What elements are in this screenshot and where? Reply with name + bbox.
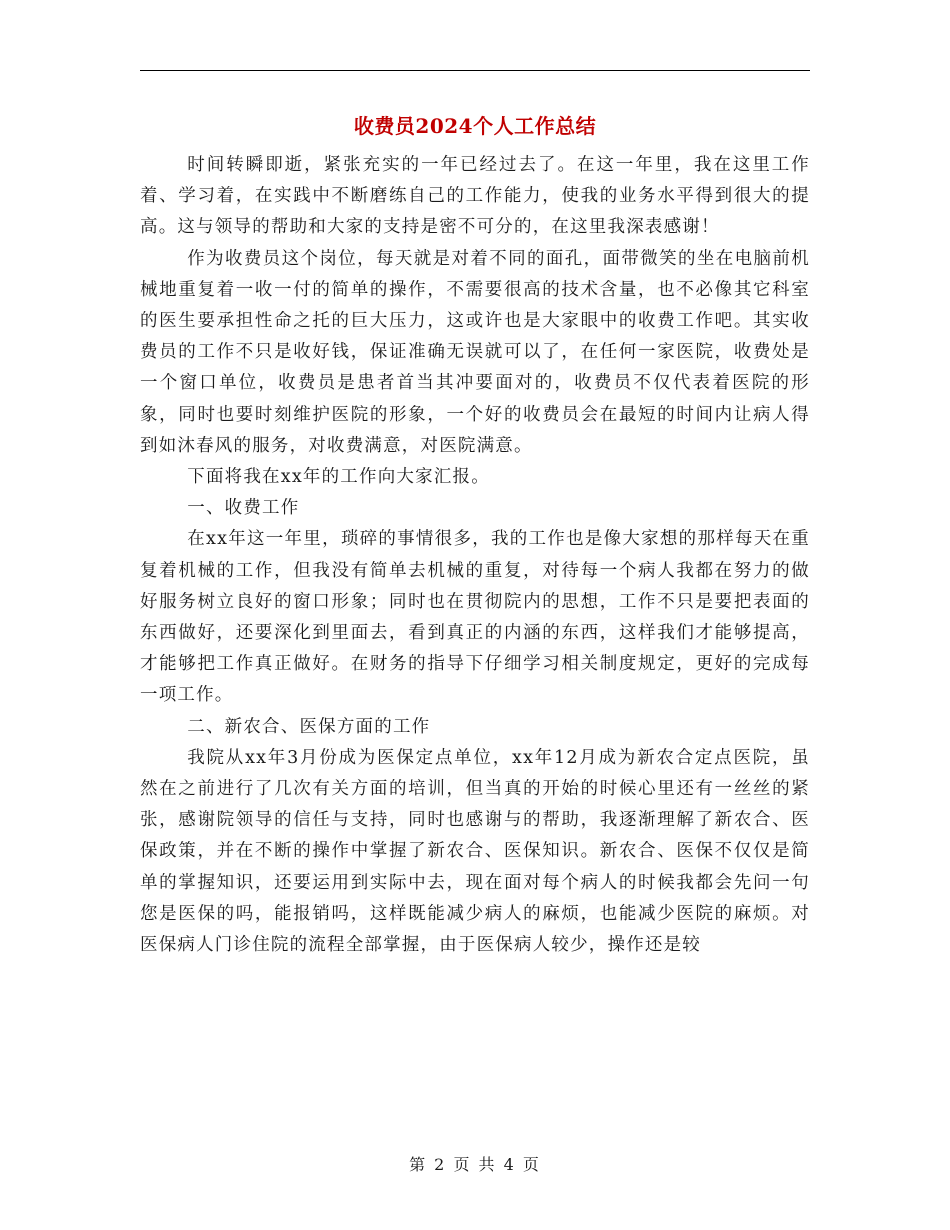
- paragraph-insurance-work: 我院从xx年3月份成为医保定点单位，xx年12月成为新农合定点医院，虽然在之前进行了几次有关方面的培训，但当真的开始的时候心里还有一丝丝的紧张，感谢院领导的信任与支持，同时也感谢与的帮助，我逐渐理解了新农合、医保政策，并在不断的操作中掌握了新农合、医保知识。新农合、医保不仅仅是简单的掌握知识，还要运用到实际中去，现在面对每个病人的时候我都会先问一句您是医保的吗，能报销吗，这样既能减少病人的麻烦，也能减少医院的麻烦。对医保病人门诊住院的流程全部掌握，由于医保病人较少，操作还是较: [140, 747, 810, 956]
- paragraph-intro: 时间转瞬即逝，紧张充实的一年已经过去了。在这一年里，我在这里工作着、学习着，在实践中不断磨练自己的工作能力，使我的业务水平得到很大的提高。这与领导的帮助和大家的支持是密不可分的，在这里我深表感谢！: [140, 155, 810, 238]
- page-number-footer: 第 2 页 共 4 页: [409, 1155, 541, 1174]
- section-heading-fee-work: 一、收费工作: [187, 498, 300, 519]
- paragraph-role: 作为收费员这个岗位，每天就是对着不同的面孔，面带微笑的坐在电脑前机械地重复着一收一付的简单的操作，不需要很高的技术含量，也不必像其它科室的医生要承担性命之托的巨大压力，这或许也是大家眼中的收费工作吧。其实收费员的工作不只是收好钱，保证准确无误就可以了，在任何一家医院，收费处是一个窗口单位，收费员是患者首当其冲要面对的，收费员不仅代表着医院的形象，同时也要时刻维护医院的形象，一个好的收费员会在最短的时间内让病人得到如沐春风的服务，对收费满意，对医院满意。: [140, 248, 810, 456]
- section-heading-insurance-work: 二、新农合、医保方面的工作: [187, 716, 431, 737]
- paragraph-report-intro: 下面将我在xx年的工作向大家汇报。: [187, 467, 490, 488]
- header-rule: [140, 70, 810, 71]
- paragraph-fee-work: 在xx年这一年里，琐碎的事情很多，我的工作也是像大家想的那样每天在重复着机械的工作，但我没有简单去机械的重复，对待每一个病人我都在努力的做好服务树立良好的窗口形象；同时也在贯彻院内的思想，工作不只是要把表面的东西做好，还要深化到里面去，看到真正的内涵的东西，这样我们才能够提高，才能够把工作真正做好。在财务的指导下仔细学习相关制度规定，更好的完成每一项工作。: [140, 529, 810, 706]
- document-body: [140, 150, 810, 961]
- document-title: 收费员2024个人工作总结: [353, 114, 597, 138]
